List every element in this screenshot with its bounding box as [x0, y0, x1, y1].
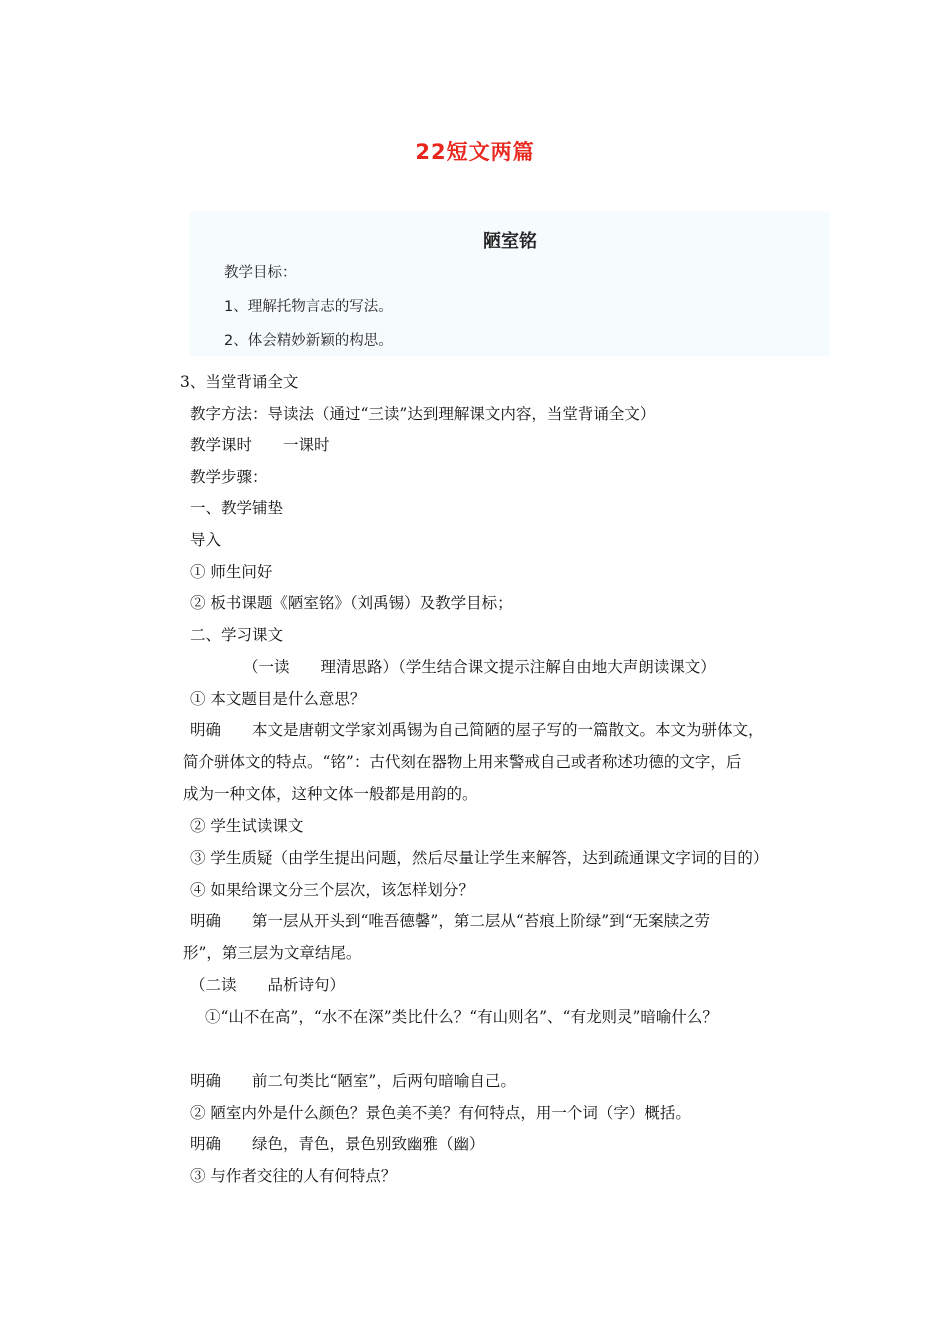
objective-item: 1、理解托物言志的写法。	[224, 299, 393, 315]
body-line: ③ 与作者交往的人有何特点？	[190, 1167, 397, 1185]
body-line: （二读 品析诗句）	[190, 976, 346, 994]
lesson-subtitle: 陋室铭	[483, 231, 537, 252]
body-line: ① 师生问好	[190, 563, 273, 581]
body-line: ④ 如果给课文分三个层次，该怎样划分？	[190, 881, 474, 899]
body-line: ①“山不在高”，“水不在深”类比什么？“有山则名”、“有龙则灵”暗喻什么？	[205, 1008, 718, 1026]
body-line: 明确 前二句类比“陋室”，后两句暗喻自己。	[190, 1072, 516, 1090]
body-line: 教学步骤：	[190, 468, 268, 486]
body-line: ③ 学生质疑（由学生提出问题，然后尽量让学生来解答，达到疏通课文字词的目的）	[190, 849, 769, 867]
body-line: 3、当堂背诵全文	[180, 373, 299, 391]
document-title: 22短文两篇	[415, 140, 535, 164]
body-line: 明确 第一层从开头到“唯吾德馨”，第二层从“苔痕上阶绿”到“无案牍之劳	[190, 912, 711, 930]
body-line: 导入	[190, 531, 222, 549]
body-line: ② 陋室内外是什么颜色？景色美不美？有何特点，用一个词（字）概括。	[190, 1104, 691, 1122]
body-line: 一、教学铺垫	[190, 499, 284, 517]
body-line: 二、学习课文	[190, 626, 284, 644]
objectives-box	[190, 211, 830, 356]
body-line: 成为一种文体，这种文体一般都是用韵的。	[183, 785, 478, 803]
body-line: （一读 理清思路）（学生结合课文提示注解自由地大声朗读课文）	[243, 658, 716, 676]
body-line: ② 板书课题《陋室铭》（刘禹锡）及教学目标；	[190, 594, 513, 612]
body-line: 教学课时 一课时	[190, 436, 330, 454]
body-line: 教字方法：导读法（通过“三读”达到理解课文内容，当堂背诵全文）	[190, 405, 656, 423]
body-line: ① 本文题目是什么意思？	[190, 690, 366, 708]
body-line: 形”，第三层为文章结尾。	[183, 944, 362, 962]
objective-item: 2、体会精妙新颖的构思。	[224, 333, 393, 349]
body-line: 简介骈体文的特点。“铭”：古代刻在器物上用来警戒自己或者称述功德的文字，后	[183, 753, 742, 771]
body-line: 明确 本文是唐朝文学家刘禹锡为自己简陋的屋子写的一篇散文。本文为骈体文，	[190, 721, 764, 739]
objective-heading: 教学目标：	[224, 265, 297, 281]
body-line: ② 学生试读课文	[190, 817, 304, 835]
body-line: 明确 绿色，青色，景色别致幽雅（幽）	[190, 1135, 485, 1153]
